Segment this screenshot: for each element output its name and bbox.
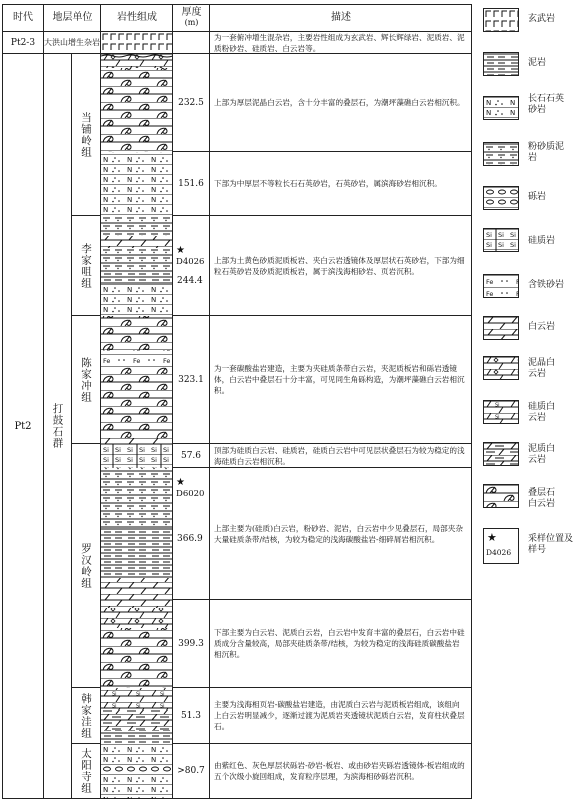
thickness-value: 244.4 bbox=[177, 276, 203, 286]
header-lithology: 岩性组成 bbox=[100, 5, 173, 31]
formation-dangpuling: 当铺岭组 bbox=[71, 53, 100, 215]
description-cell: 顶部为硅质白云岩、硅质岩，硅质白云岩中可见层状叠层石为较为稳定的浅海硅质白云岩相沉积。 bbox=[209, 443, 471, 467]
legend-item: 硅质白云岩 bbox=[478, 398, 576, 434]
header-thickness-unit: (m) bbox=[184, 18, 199, 27]
legend-item: ★ D4026 采样位置及样号 bbox=[478, 528, 576, 564]
legend-item: 长石石英砂岩 bbox=[478, 92, 576, 128]
legend-item: 硅质岩 bbox=[478, 224, 576, 260]
description-cell: 上部为厚层泥晶白云岩，含十分丰富的叠层石，为潮坪藻礁白云岩相沉积。 bbox=[209, 53, 471, 151]
stratigraphic-column bbox=[2, 4, 472, 799]
era-lower: Pt2 bbox=[3, 53, 43, 798]
top-unit-name: 大洪山增生杂岩 bbox=[43, 31, 100, 53]
thickness-cell: >80.7 bbox=[172, 743, 209, 798]
legend-item: 泥岩 bbox=[478, 48, 576, 84]
description-cell: 由紫红色、灰色厚层状砾岩-砂岩-板岩、或由砂岩夹砾岩透镜体-板岩组成的五个次级小旋回组成，发育粒序层理，为滨海相砂砾岩沉积。 bbox=[209, 743, 471, 798]
top-unit-description: 为一套俯冲增生混杂岩，主要岩性组成为玄武岩、辉长辉绿岩、泥质岩、泥质粉砂岩、硅质岩、白云岩等。 bbox=[209, 31, 471, 53]
sample-star-icon: ★ bbox=[176, 477, 185, 488]
lithology-column bbox=[100, 53, 172, 798]
legend-item: 粉砂质泥岩 bbox=[478, 138, 576, 174]
description-cell: 上部为土黄色砂质泥质板岩、夹白云岩透镜体及厚层状石英砂岩，下部为细粒石英砂岩及砂质泥质板岩，属于滨浅海相砂岩、页岩沉积。 bbox=[209, 215, 471, 315]
thickness-cell: 57.6 bbox=[172, 443, 209, 467]
legend-item: 玄武岩 bbox=[478, 4, 576, 40]
description-cell: 上部主要为(硅质)白云岩，粉砂岩、泥岩，白云岩中少见叠层石，局部夹杂大量硅质条带/结核，为较为稳定的浅海碳酸盐岩-细碎屑岩相沉积。 bbox=[209, 467, 471, 599]
header-unit: 地层单位 bbox=[43, 5, 101, 31]
thickness-cell bbox=[172, 215, 209, 315]
sample-star-icon: ★ bbox=[487, 531, 497, 544]
thickness-cell: 323.1 bbox=[172, 315, 209, 443]
thickness-cell: 232.5 bbox=[172, 53, 209, 151]
description-cell: 下部主要为白云岩、泥质白云岩，白云岩中发育丰富的叠层石，白云岩中硅质成分含量较高，局部夹硅质条带/结核，为较为稳定的浅海硅质碳酸盐岩相沉积。 bbox=[209, 599, 471, 687]
formation-taiyangsi: 太阳寺组 bbox=[71, 743, 100, 798]
thickness-cell bbox=[172, 467, 209, 599]
description-cell: 主要为浅海相页岩-碳酸盐岩建造，由泥质白云岩与泥质板岩组成，该组向上白云岩明显减少，逐渐过渡为泥质岩夹透镜状泥质白云岩，发育柱状叠层石。 bbox=[209, 687, 471, 743]
header-era: 时代 bbox=[13, 12, 33, 23]
header-description: 描述 bbox=[209, 5, 472, 31]
description-cell: 下部为中厚层不等粒长石石英砂岩，石英砂岩，属滨海砂岩相沉积。 bbox=[209, 151, 471, 215]
group-name-text: 打鼓石群 bbox=[51, 403, 64, 449]
legend bbox=[476, 4, 576, 799]
legend-item: 泥晶白云岩 bbox=[478, 354, 576, 390]
description-cell: 为一套碳酸盐岩建造，主要为夹硅质条带白云岩，夹泥质板岩和砾岩透镜体，白云岩中叠层石十分丰富，可见同生角砾构造，为潮坪藻礁白云岩相沉积。 bbox=[209, 315, 471, 443]
legend-item: 叠层石白云岩 bbox=[478, 482, 576, 518]
legend-item: 泥质白云岩 bbox=[478, 440, 576, 476]
group-name bbox=[43, 53, 71, 798]
formation-chenjiachong: 陈家冲组 bbox=[71, 315, 100, 443]
thickness-value: 366.9 bbox=[177, 534, 203, 544]
legend-item: 含铁砂岩 bbox=[478, 270, 576, 306]
legend-item: 砾岩 bbox=[478, 182, 576, 218]
header-thickness bbox=[172, 5, 210, 31]
thickness-cell: 51.3 bbox=[172, 687, 209, 743]
formation-hanjiawa: 韩家洼组 bbox=[71, 687, 100, 743]
header-thickness-label: 厚度 bbox=[181, 7, 202, 18]
top-unit-lithology bbox=[100, 31, 172, 53]
sample-star-icon: ★ bbox=[176, 245, 185, 256]
formation-lijiaju: 李家咀组 bbox=[71, 215, 100, 315]
sample-id: D6020 bbox=[176, 489, 205, 499]
top-unit-thickness bbox=[172, 31, 209, 53]
thickness-cell: 151.6 bbox=[172, 151, 209, 215]
thickness-cell: 399.3 bbox=[172, 599, 209, 687]
sample-id: D4026 bbox=[176, 257, 205, 267]
legend-item: 白云岩 bbox=[478, 312, 576, 348]
era-upper: Pt2-3 bbox=[3, 31, 43, 53]
formation-luohanling: 罗汉岭组 bbox=[71, 443, 100, 687]
sample-legend-box: ★ D4026 bbox=[483, 528, 519, 564]
